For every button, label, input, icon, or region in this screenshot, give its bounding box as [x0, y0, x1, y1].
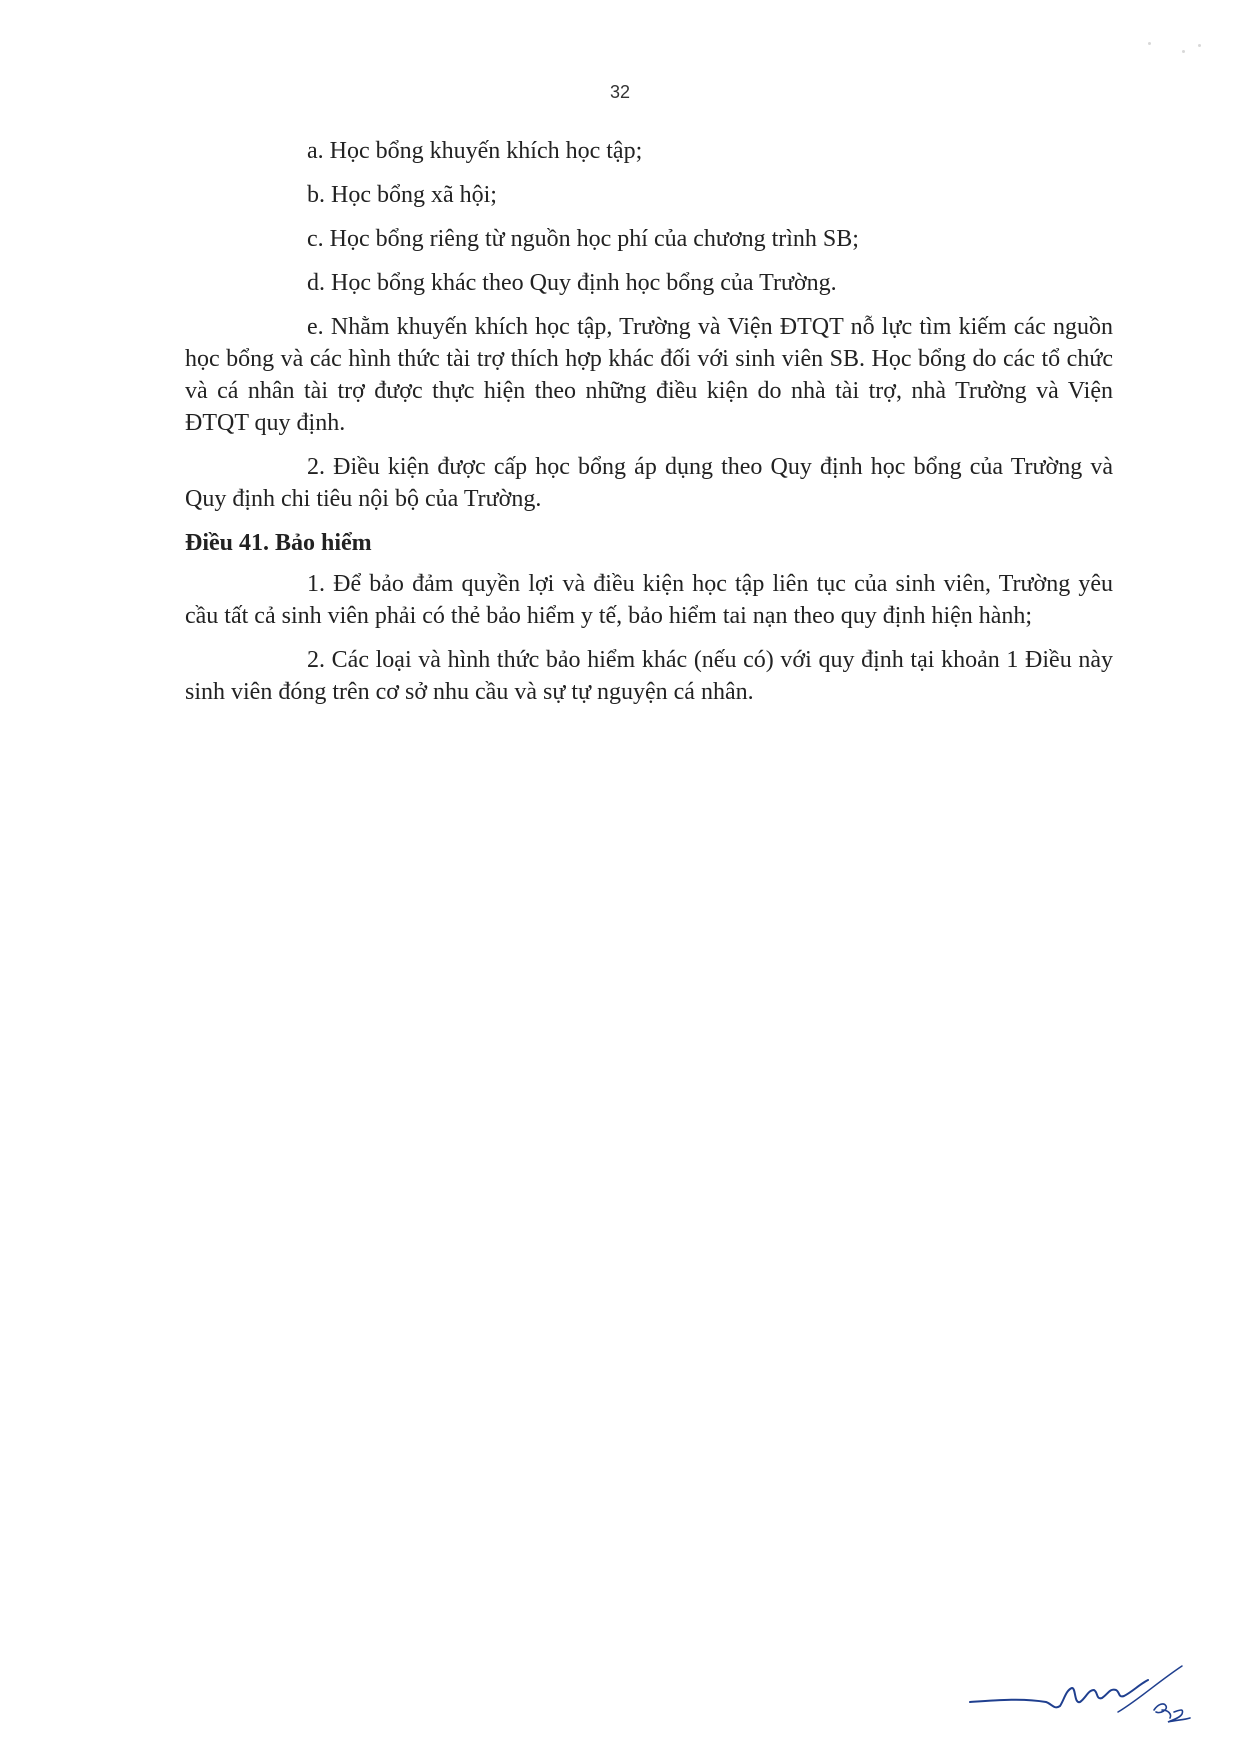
page-number: 32 [609, 82, 631, 102]
scan-speck [1182, 50, 1185, 53]
paragraph-2: 2. Điều kiện được cấp học bổng áp dụng theo Quy định học bổng của Trường và Quy định chi tiêu nội bộ của Trường. [185, 454, 1113, 512]
document-body [185, 135, 1113, 720]
scan-speck [1148, 42, 1151, 45]
signature-icon [968, 1660, 1198, 1740]
scholarship-item-c: c. Học bổng riêng từ nguồn học phí của chương trình SB; [307, 226, 859, 252]
scholarship-item-a: a. Học bổng khuyến khích học tập; [307, 138, 643, 164]
article-41-heading: Điều 41. Bảo hiểm [185, 530, 372, 556]
scholarship-item-d: d. Học bổng khác theo Quy định học bổng của Trường. [307, 270, 837, 296]
scan-speck [1198, 44, 1201, 47]
scholarship-item-b: b. Học bổng xã hội; [307, 182, 497, 208]
article-41-paragraph-1: 1. Để bảo đảm quyền lợi và điều kiện học tập liên tục của sinh viên, Trường yêu cầu tất cả sinh viên phải có thẻ bảo hiểm y tế, bảo hiểm tai nạn theo quy định hiện hành; [185, 571, 1113, 629]
article-41-paragraph-2: 2. Các loại và hình thức bảo hiểm khác (nếu có) với quy định tại khoản 1 Điều này sinh viên đóng trên cơ sở nhu cầu và sự tự nguyện cá nhân. [185, 647, 1113, 705]
paragraph-e: e. Nhằm khuyến khích học tập, Trường và Viện ĐTQT nỗ lực tìm kiếm các nguồn học bổng và các hình thức tài trợ thích hợp khác đối với sinh viên SB. Học bổng do các tổ chức và cá nhân tài trợ được thực hiện theo những điều kiện do nhà tài trợ, nhà Trường và Viện ĐTQT quy định. [185, 314, 1113, 436]
